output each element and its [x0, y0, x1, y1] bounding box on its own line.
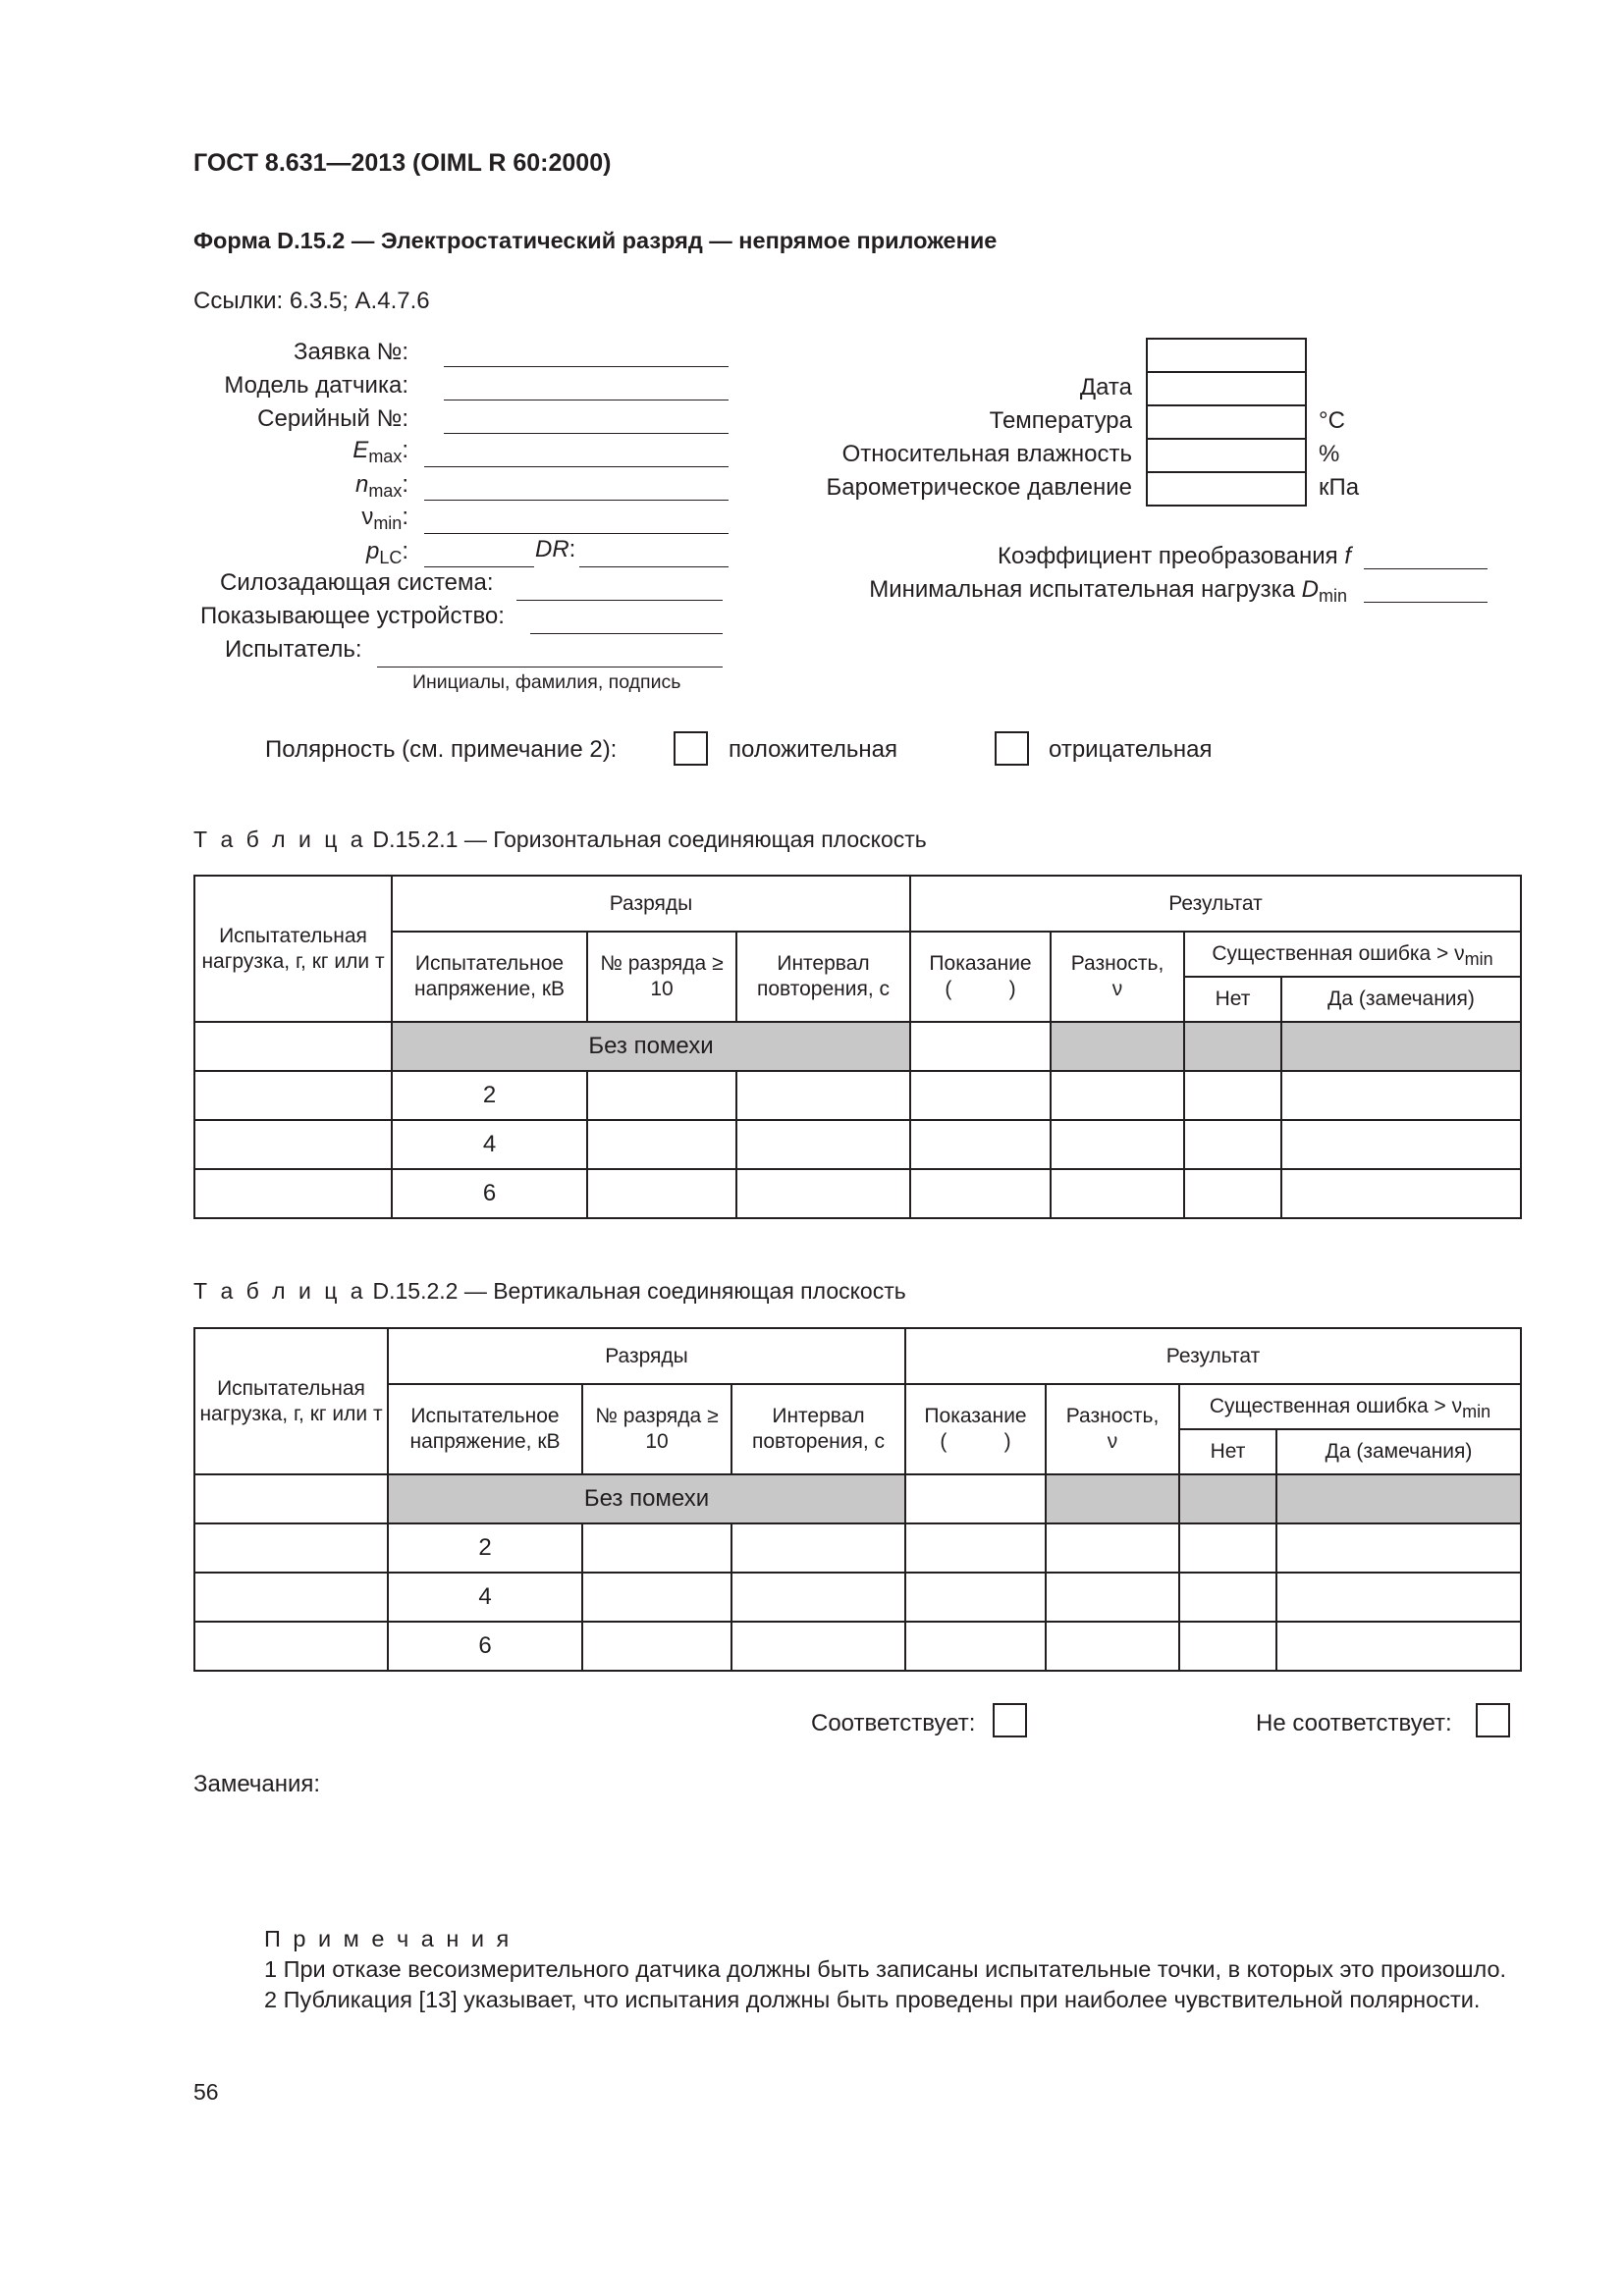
fail-label: Не соответствует:: [1256, 1710, 1452, 1736]
table-cell[interactable]: [194, 1120, 392, 1169]
no-header: Нет: [1179, 1429, 1276, 1474]
table-cell[interactable]: [1276, 1523, 1521, 1573]
conversion-coefficient-label: Коэффициент преобразования f: [997, 543, 1351, 569]
positive-polarity-checkbox[interactable]: [674, 731, 708, 766]
table-cell[interactable]: [582, 1523, 731, 1573]
conversion-coefficient-field[interactable]: [1364, 568, 1488, 569]
interval-header: Интервал повторения, с: [736, 932, 910, 1022]
table-cell[interactable]: [910, 1120, 1051, 1169]
discharge-number-header: № разряда ≥ 10: [582, 1384, 731, 1474]
load-header: Испытательная нагрузка, г, кг или т: [194, 876, 392, 1022]
significant-error-header: Существенная ошибка > $\nu_{min}$: [1179, 1384, 1521, 1429]
table-cell[interactable]: [194, 1622, 388, 1671]
voltage-value: 2: [392, 1071, 587, 1120]
yes-header: Да (замечания): [1281, 977, 1521, 1022]
table-cell[interactable]: [582, 1622, 731, 1671]
table-cell[interactable]: [731, 1523, 905, 1573]
table-cell[interactable]: [1184, 1071, 1281, 1120]
emax-label: $E_{max}$:: [352, 437, 408, 466]
temperature-box[interactable]: [1146, 404, 1307, 440]
date-box-top[interactable]: [1146, 338, 1307, 373]
table-row: [194, 1474, 1521, 1523]
table-cell: [1276, 1474, 1521, 1523]
load-header: Испытательная нагрузка, г, кг или т: [194, 1328, 388, 1474]
discharge-number-header: № разряда ≥ 10: [587, 932, 736, 1022]
table-cell[interactable]: [1179, 1523, 1276, 1573]
negative-polarity-checkbox[interactable]: [995, 731, 1029, 766]
table-row: [194, 1169, 1521, 1218]
no-header: Нет: [1184, 977, 1281, 1022]
page-number: 56: [193, 2079, 219, 2105]
serial-label: Серийный №:: [257, 405, 408, 432]
humidity-unit: %: [1319, 441, 1340, 467]
table-cell[interactable]: [736, 1169, 910, 1218]
emax-field[interactable]: [424, 466, 729, 467]
table-cell[interactable]: [1179, 1622, 1276, 1671]
voltage-value: 4: [392, 1120, 587, 1169]
table-cell[interactable]: [910, 1169, 1051, 1218]
no-interference-label: Без помехи: [388, 1474, 905, 1523]
table-row: [194, 1071, 1521, 1120]
notes-block: [193, 1924, 1526, 2015]
table-cell[interactable]: [194, 1573, 388, 1622]
table-cell[interactable]: [1046, 1523, 1179, 1573]
voltage-value: 4: [388, 1573, 582, 1622]
table-cell[interactable]: [1179, 1573, 1276, 1622]
voltage-value: 6: [392, 1169, 587, 1218]
table-cell: [1051, 1022, 1184, 1071]
table-row: [194, 1573, 1521, 1622]
table-cell[interactable]: [1051, 1120, 1184, 1169]
pass-checkbox[interactable]: [993, 1703, 1027, 1737]
table-cell[interactable]: [1276, 1573, 1521, 1622]
table-cell[interactable]: [905, 1573, 1046, 1622]
note-1: 1 При отказе весоизмерительного датчика должны быть записаны испытательные точки, в которых это произошло.: [264, 1956, 1507, 1982]
nmax-field[interactable]: [424, 500, 729, 501]
table-row: [194, 1622, 1521, 1671]
pressure-label: Барометрическое давление: [826, 474, 1132, 501]
form-title: Форма D.15.2 — Электростатический разряд — непрямое приложение: [193, 228, 998, 253]
discharges-header: Разряды: [392, 876, 910, 932]
humidity-box[interactable]: [1146, 438, 1307, 473]
min-load-field[interactable]: [1364, 602, 1488, 603]
table-cell[interactable]: [1281, 1071, 1521, 1120]
date-box[interactable]: [1146, 371, 1307, 406]
application-label: Заявка №:: [293, 339, 408, 365]
table2-caption: Т а б л и ц а D.15.2.2 — Вертикальная соединяющая плоскость: [193, 1278, 906, 1304]
positive-polarity-label: положительная: [729, 736, 898, 763]
remarks-label: Замечания:: [193, 1771, 321, 1797]
difference-header: Разность, ν: [1051, 932, 1184, 1022]
reading-header: Показание ( ): [910, 932, 1051, 1022]
no-interference-label: Без помехи: [392, 1022, 910, 1071]
voltage-header: Испытательное напряжение, кВ: [388, 1384, 582, 1474]
table-cell: [1046, 1474, 1179, 1523]
table-cell[interactable]: [905, 1474, 1046, 1523]
plc-field[interactable]: [424, 566, 534, 567]
document-title: ГОСТ 8.631—2013 (OIML R 60:2000): [193, 149, 612, 177]
table-cell[interactable]: [736, 1071, 910, 1120]
table-cell[interactable]: [587, 1120, 736, 1169]
table-cell[interactable]: [905, 1622, 1046, 1671]
table-cell[interactable]: [910, 1071, 1051, 1120]
table-cell: [1184, 1022, 1281, 1071]
discharges-header: Разряды: [388, 1328, 905, 1384]
table-cell[interactable]: [194, 1022, 392, 1071]
table-cell[interactable]: [1184, 1120, 1281, 1169]
table-cell[interactable]: [736, 1120, 910, 1169]
voltage-value: 2: [388, 1523, 582, 1573]
serial-field[interactable]: [444, 433, 729, 434]
voltage-header: Испытательное напряжение, кВ: [392, 932, 587, 1022]
voltage-value: 6: [388, 1622, 582, 1671]
note-2: 2 Публикация [13] указывает, что испытания должны быть проведены при наиболее чувствительной полярности.: [264, 1987, 1481, 2012]
table-cell[interactable]: [194, 1169, 392, 1218]
force-system-label: Силозадающая система:: [220, 569, 494, 596]
result-header: Результат: [910, 876, 1521, 932]
temperature-label: Температура: [989, 407, 1132, 434]
table-cell[interactable]: [1281, 1169, 1521, 1218]
table-cell[interactable]: [910, 1022, 1051, 1071]
table-cell[interactable]: [905, 1523, 1046, 1573]
reading-header: Показание ( ): [905, 1384, 1046, 1474]
tester-label: Испытатель:: [225, 636, 362, 663]
table-cell[interactable]: [194, 1474, 388, 1523]
table-row: [194, 1120, 1521, 1169]
table-cell[interactable]: [731, 1573, 905, 1622]
table-cell[interactable]: [1184, 1169, 1281, 1218]
vertical-plane-table: [193, 1327, 1522, 1672]
table-cell[interactable]: [587, 1071, 736, 1120]
vmin-field[interactable]: [424, 533, 729, 534]
indicator-field[interactable]: [530, 633, 723, 634]
table-cell[interactable]: [1051, 1071, 1184, 1120]
notes-title: П р и м е ч а н и я: [264, 1926, 513, 1951]
table-cell[interactable]: [582, 1573, 731, 1622]
table-row: [194, 1523, 1521, 1573]
horizontal-plane-table: [193, 875, 1522, 1219]
table-cell[interactable]: [731, 1622, 905, 1671]
yes-header: Да (замечания): [1276, 1429, 1521, 1474]
dr-label: DR:: [535, 536, 576, 562]
table-row: [194, 1022, 1521, 1071]
interval-header: Интервал повторения, с: [731, 1384, 905, 1474]
table-cell[interactable]: [1051, 1169, 1184, 1218]
fail-checkbox[interactable]: [1476, 1703, 1510, 1737]
table-cell[interactable]: [1046, 1622, 1179, 1671]
signature-caption: Инициалы, фамилия, подпись: [412, 671, 681, 693]
application-field[interactable]: [444, 366, 729, 367]
min-load-label: Минимальная испытательная нагрузка $D_{min}$: [869, 576, 1347, 606]
references: Ссылки: 6.3.5; А.4.7.6: [193, 288, 430, 314]
table1-caption: Т а б л и ц а D.15.2.1 — Горизонтальная соединяющая плоскость: [193, 827, 927, 852]
temperature-unit: °С: [1319, 407, 1345, 434]
force-system-field[interactable]: [516, 600, 723, 601]
table-cell[interactable]: [194, 1523, 388, 1573]
table-cell[interactable]: [1276, 1622, 1521, 1671]
table-cell: [1281, 1022, 1521, 1071]
table-cell[interactable]: [1281, 1120, 1521, 1169]
vmin-label: $\nu_{min}$:: [361, 504, 408, 533]
pressure-box[interactable]: [1146, 471, 1307, 507]
table-cell[interactable]: [1046, 1573, 1179, 1622]
pass-label: Соответствует:: [811, 1710, 976, 1736]
pressure-unit: кПа: [1319, 474, 1360, 501]
dr-field[interactable]: [579, 566, 729, 567]
nmax-label: $n_{max}$:: [354, 471, 408, 501]
plc-label: $p_{LC}$:: [365, 538, 408, 567]
polarity-label: Полярность (см. примечание 2):: [265, 736, 618, 763]
significant-error-header: Существенная ошибка > $\nu_{min}$: [1184, 932, 1521, 977]
difference-header: Разность, ν: [1046, 1384, 1179, 1474]
table-cell: [1179, 1474, 1276, 1523]
sensor-model-label: Модель датчика:: [224, 372, 408, 399]
indicator-label: Показывающее устройство:: [200, 603, 505, 629]
result-header: Результат: [905, 1328, 1521, 1384]
date-label: Дата: [1079, 374, 1132, 400]
table-cell[interactable]: [587, 1169, 736, 1218]
negative-polarity-label: отрицательная: [1049, 736, 1213, 763]
humidity-label: Относительная влажность: [841, 441, 1132, 467]
table-cell[interactable]: [194, 1071, 392, 1120]
